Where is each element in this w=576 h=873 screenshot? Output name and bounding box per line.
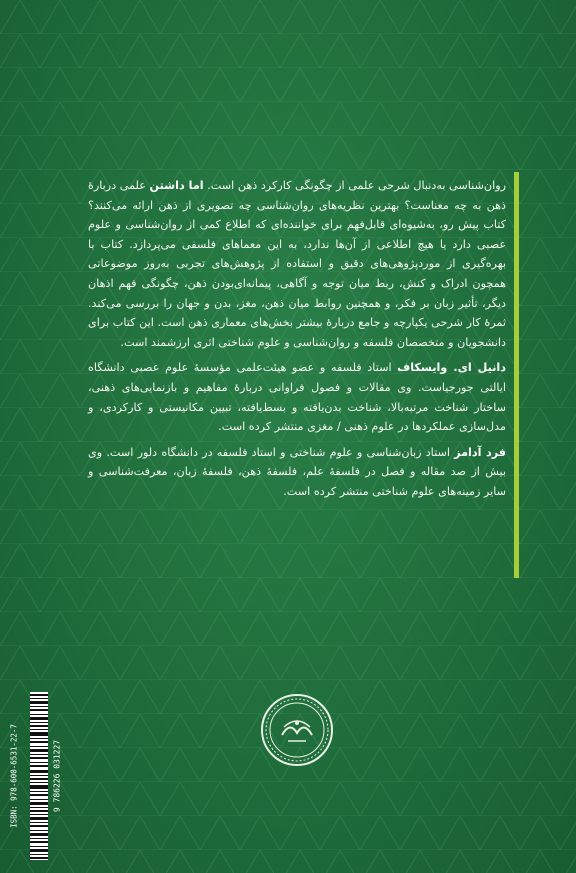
barcode-lines — [30, 692, 48, 860]
paragraph1-bold: اما داشتن — [149, 179, 204, 192]
author2-name: فرد آدامز — [454, 445, 507, 459]
accent-bar — [514, 172, 519, 578]
publisher-seal-icon — [260, 693, 334, 767]
barcode — [30, 692, 48, 860]
paragraph-intro — [88, 176, 506, 352]
isbn-label: ISBN: 978-600-6531-22-7 — [9, 724, 19, 828]
paragraph-author2 — [88, 443, 506, 502]
paragraph-author1 — [88, 358, 506, 436]
paragraph1-lead: روان‌شناسی به‌دنبال شرحی علمی از چگونگی کارکرد ذهن است. — [207, 179, 507, 192]
isbn-digits: 9 786226 031227 — [52, 739, 62, 813]
author1-bio: استاد فلسفه و عضو هیئت‌علمی مؤسسهٔ علوم عصبی دانشگاه ایالتی جورجیاست. وی مقالات و فصول فراوانی دربارهٔ مفاهیم و بازنمایی‌های ذهنی، ساختار شناخت مرتبه‌بالا، شناخت بدن‌یافته و بسط‌یافته، تبیین مکانیستی و کارکردی، و مدل‌سازی عملکردها در علوم ذهنی / مغزی منتشر کرده است. — [88, 361, 506, 434]
paragraph1-rest: علمی دربارهٔ ذهن به چه معناست؟ بهترین نظریه‌های روان‌شناسی چه تصویری از ذهن ارائه می‌کنند؟ کتاب پیش رو، به‌شیوه‌ای قابل‌فهم برای خواننده‌ای که اطلاع کمی از روان‌شناسی و علوم عصبی دارد یا هیچ اطلاعی از آن‌ها ندارد، به این معماهای فلسفی می‌پردازد. کتاب با بهره‌گیری از موردپژوهی‌های دقیق و استفاده از پژوهش‌های تجربی به‌روز موضوعاتی همچون ادراک و کنش، ربط میان توجه و آگاهی، پیمانه‌ای‌بودن ذهن، چگونگی فهم اذهان دیگر، تأثیر زبان بر فکر، و همچنین روابط میان ذهن، مغز، بدن و جهان را بررسی می‌کند. ثمرهٔ کار شرحی یکپارچه و جامع دربارهٔ بیشتر بخش‌های معماری ذهن است. این کتاب برای دانشجویان و متخصصان فلسفه و روان‌شناسی و علوم شناختی اثری ارزشمند است. — [88, 179, 506, 349]
author2-bio: استاد زبان‌شناسی و علوم شناختی و استاد فلسفه در دانشگاه دلور است. وی بیش از صد مقاله و فصل در فلسفهٔ علم، فلسفهٔ ذهن، فلسفهٔ زبان، معرفت‌شناسی و سایر زمینه‌های علوم شناختی منتشر کرده است. — [88, 445, 506, 498]
blurb-text — [88, 176, 506, 508]
author1-name: دانیل ای. وایسکاف — [397, 361, 506, 375]
